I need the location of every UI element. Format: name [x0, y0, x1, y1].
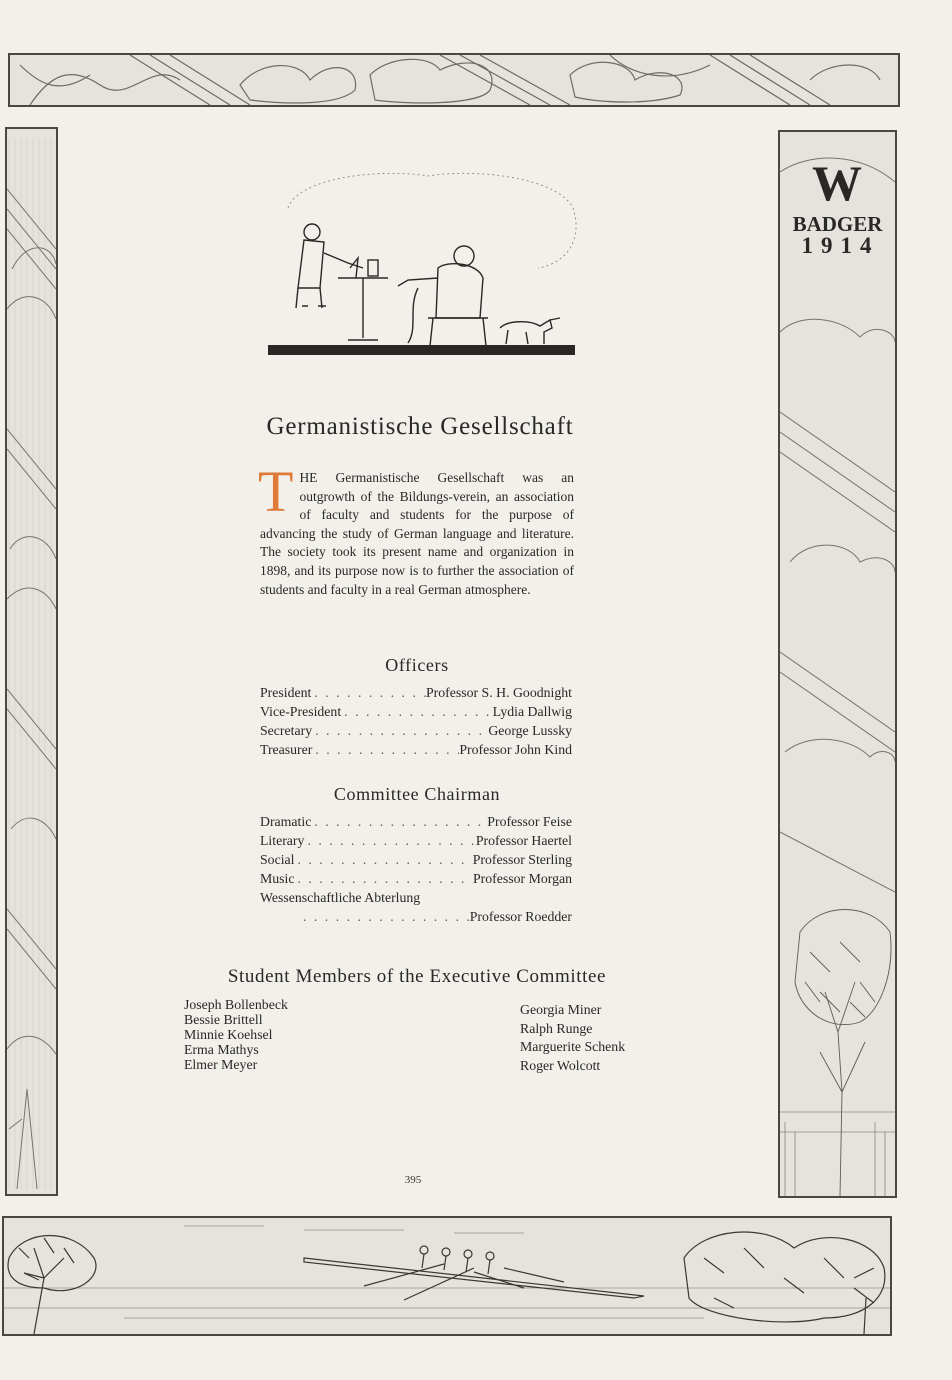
officer-name: Lydia Dallwig — [492, 704, 572, 719]
committee-row — [260, 833, 572, 852]
students-heading: Student Members of the Executive Committee — [227, 966, 607, 987]
officer-row — [260, 704, 572, 723]
left-decorative-border — [5, 127, 58, 1196]
leader-dots — [295, 871, 474, 887]
officers-heading: Officers — [385, 655, 449, 675]
committee-role: Social — [260, 852, 295, 867]
right-decorative-border — [778, 130, 897, 1198]
student-name: Minnie Koehsel — [184, 1027, 273, 1042]
leader-dots — [312, 742, 459, 758]
student-name: Joseph Bollenbeck — [184, 997, 288, 1012]
student-name: Bessie Brittell — [184, 1012, 263, 1027]
masthead-w-letter: W — [812, 155, 863, 211]
officer-role: Treasurer — [260, 742, 313, 757]
intro-paragraph — [258, 459, 574, 599]
masthead-badger-word: BADGER — [792, 212, 883, 236]
officer-name: George Lussky — [488, 723, 572, 738]
committee-role: Dramatic — [260, 814, 312, 829]
committee-row — [260, 852, 572, 871]
bottom-decorative-border — [2, 1216, 892, 1336]
masthead-year: 1914 — [801, 233, 880, 258]
committee-role: Music — [260, 871, 295, 886]
drop-cap-letter: T — [258, 459, 294, 524]
committee-extra-role: Wessenschaftliche Abterlung — [260, 890, 421, 905]
student-name: Georgia Miner — [520, 1002, 602, 1017]
leader-dots — [311, 685, 426, 701]
officer-role: Vice-President — [260, 704, 342, 719]
committee-name: Professor Sterling — [472, 852, 572, 867]
committee-heading: Committee Chairman — [333, 784, 501, 804]
leader-dots — [304, 833, 475, 849]
committee-name: Professor Feise — [487, 814, 572, 829]
officer-name: Professor John Kind — [459, 742, 572, 757]
leader-dots — [311, 814, 487, 830]
committee-name: Professor Morgan — [473, 871, 572, 886]
leader-dots — [300, 909, 470, 925]
officer-role: President — [260, 685, 312, 700]
committee-row — [260, 871, 572, 890]
student-name: Erma Mathys — [184, 1042, 259, 1057]
student-name: Marguerite Schenk — [520, 1039, 626, 1055]
intro-text: HE Germanistische Gesellschaft was an outgrowth of the Bildungs-verein, an association of faculty and students for the purpose of advancing the study of German language and literature. The society took its present name and organization in 1898, and its purpose now is to further the association of students and faculty in a real German atmosphere. — [260, 470, 574, 597]
leader-dots — [312, 723, 488, 739]
officer-row — [260, 685, 572, 704]
student-name: Ralph Runge — [520, 1020, 593, 1036]
officer-row — [260, 723, 572, 742]
committee-row — [260, 814, 572, 833]
officer-name: Professor S. H. Goodnight — [425, 685, 572, 700]
leader-dots — [295, 852, 473, 868]
header-illustration — [268, 168, 580, 360]
committee-list — [260, 814, 572, 928]
page-number: 395 — [404, 1174, 422, 1186]
committee-row — [260, 909, 572, 928]
student-name: Elmer Meyer — [184, 1057, 258, 1072]
committee-name: Professor Roedder — [469, 909, 572, 924]
committee-role: Literary — [260, 833, 305, 848]
committee-name: Professor Haertel — [475, 833, 572, 848]
page-title: Germanistische Gesellschaft — [266, 413, 574, 440]
students-left-column — [184, 997, 404, 1072]
officer-row — [260, 742, 572, 761]
students-right-column — [520, 1001, 740, 1075]
officer-role: Secretary — [260, 723, 313, 738]
officers-list — [260, 685, 572, 761]
top-decorative-border — [8, 53, 900, 107]
student-name: Roger Wolcott — [520, 1057, 601, 1073]
leader-dots — [341, 704, 493, 720]
